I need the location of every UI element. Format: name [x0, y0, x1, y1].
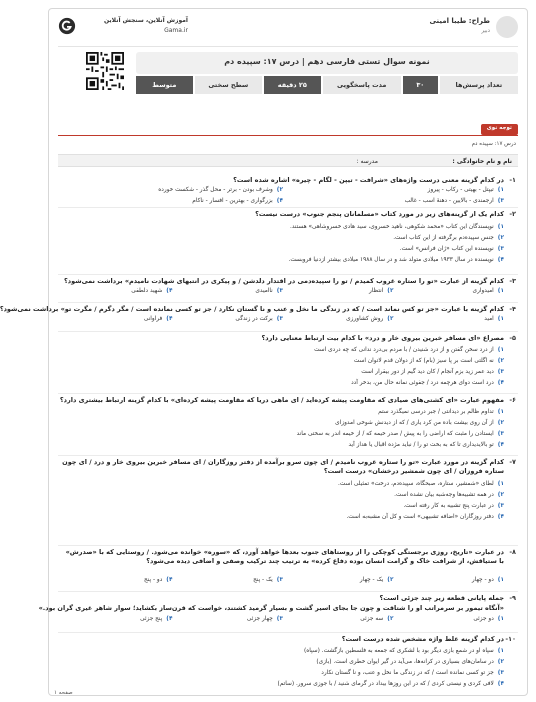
- question-subtext: «آنگاه تیمور بر سرمراتب او را شتاقت و چون جا بجای اسیر گشت و بسیار گرمید کشتند، خواست که قرن‌ساز بکشاید؛ سوار شاهر غیری گران بود.»: [38, 604, 504, 612]
- options-row: [62, 288, 504, 294]
- option-4[interactable]: ۴) پنج جزئی: [140, 616, 173, 622]
- options-row: [62, 198, 504, 204]
- section-tag: توجه نوی: [481, 124, 518, 135]
- question-divider: [58, 302, 518, 303]
- option-3[interactable]: ۳) نویسنده این کتاب «ژان فرانس» است.: [399, 245, 504, 252]
- option-2[interactable]: ۲) انتظار: [369, 288, 394, 294]
- question-divider: [58, 591, 518, 592]
- option-3[interactable]: ۳) ناامیدی: [255, 288, 283, 294]
- qr-code-icon: [86, 52, 124, 90]
- question-number: ۲-: [509, 210, 516, 218]
- option-1[interactable]: ۱) دو - چهار: [471, 577, 504, 583]
- question-divider: [58, 632, 518, 633]
- question-3: [62, 277, 516, 301]
- option-3[interactable]: ۳) ارجمندی - بالایین - دهنهٔ اسب - غالب: [404, 198, 504, 204]
- question-text: در عبارت «تاریخ، روزی برجستگی کوچکی را از روستاهای جنوب بعدها خواهد آورد، که «سوره» خوانده می‌شود. / روستایی که با «صدرش» با ستیاقش، از شرافت خاک و گرامت انسان بوده دفاع کرده» به ترتیب چند ترکیب وصفی و اضافی دیده می‌شود؟: [65, 548, 504, 565]
- option-3[interactable]: ۳) جز تو کسی نمانده است / که در زندگی ما نخل و عنب، و نا گستان نکارد: [321, 669, 504, 676]
- designer-block: [398, 14, 518, 44]
- option-4[interactable]: ۴) شهید دلطفی: [131, 288, 173, 294]
- question-5: [62, 334, 516, 390]
- option-4[interactable]: ۴) فراوانی: [143, 316, 173, 322]
- option-1[interactable]: ۱) لطای «شمشیر، ستاره، صبحگاه، سپیده‌دم، درخت» تمثیلی است.: [338, 480, 504, 487]
- question-number: ۱۰-: [505, 635, 516, 643]
- question-divider: [58, 331, 518, 332]
- question-2: [62, 210, 516, 270]
- question-number: ۵-: [509, 334, 516, 342]
- question-text: در کدام گزینه معنی درست واژه‌های «شرافت - تیپن - لگام - چیره» اشاره شده است؟: [233, 176, 504, 184]
- option-2[interactable]: ۲) یک - چهار: [359, 577, 394, 583]
- option-4[interactable]: ۴) بزرگواری - بهترین - افسار - ناکام: [192, 198, 283, 204]
- option-2[interactable]: ۲) روش کشاورزی: [346, 316, 394, 322]
- question-8: [62, 548, 516, 588]
- options-row: [62, 187, 504, 193]
- school-label: مدرسه :: [356, 158, 378, 165]
- question-divider: [58, 545, 518, 546]
- question-divider: [58, 393, 518, 394]
- options-column: [62, 344, 504, 388]
- question-number: ۶-: [509, 396, 516, 404]
- options-column: [62, 221, 504, 265]
- option-3[interactable]: ۳) در عبارت پنج تشبیه به کار رفته است.: [403, 502, 504, 509]
- option-1[interactable]: ۱) از درد سخن گفتن و از درد شنیدن / با مردم بی‌درد ندانی که چه دردی است: [314, 346, 504, 353]
- option-2[interactable]: ۲) از آن روی بیشت باده من کرد یاری / که از دیدنش شوخی امدوزای: [335, 419, 504, 426]
- brand-url: Gama.ir: [164, 27, 188, 34]
- gama-logo-icon: [58, 17, 76, 35]
- option-4[interactable]: ۴) دو - پنج: [144, 577, 173, 583]
- options-row: [62, 316, 504, 322]
- option-1[interactable]: ۱) تیپتل - بهیتی - رکاب - پیروز: [427, 187, 504, 193]
- exam-title: نمونه سوال تستی فارسی دهم | درس ۱۷: سپیده دم: [224, 57, 430, 66]
- question-text: کدام گزینه در مورد عبارت «تو را ستاره غروب نامیدم / ای چون سرو برآمده از دفتر روزگاران / ای مسافر خبرین بیروی خار و درد / ای چون ستاره فروزان / ای چون شمشیر درخشان» درست است؟: [62, 458, 504, 475]
- options-row: [62, 577, 504, 583]
- option-1[interactable]: ۱) دو جزئی: [473, 616, 504, 622]
- question-7: [62, 458, 516, 524]
- option-1[interactable]: ۱) امیدواری: [472, 288, 504, 294]
- option-2[interactable]: ۲) در همه تشبیه‌ها وجه‌شبه بیان نشده است.: [394, 491, 504, 498]
- question-6: [59, 396, 516, 452]
- question-4: [0, 305, 516, 329]
- question-text: کدام گزینه از عبارت «تو را ستاره غروب کمیدم / تو را سپیده‌دمی در اقتدار دلدشن / و پیکری در انتبهای شهادت نامیدم» برداشت نمی‌شود؟: [64, 277, 504, 285]
- avatar: [496, 16, 518, 38]
- option-1[interactable]: ۱) امید: [484, 316, 504, 322]
- question-number: ۷-: [509, 458, 516, 466]
- option-2[interactable]: ۲) سه جزئی: [360, 616, 394, 622]
- question-10: [62, 635, 516, 687]
- option-3[interactable]: ۳) دید عمر زید بزم آنجام / کان دید گیم از دور بیقرار است: [361, 368, 504, 375]
- question-text: در کدام گزینه غلط واژه مشخص شده درست است؟: [341, 635, 504, 643]
- options-column: [62, 406, 504, 450]
- option-2[interactable]: ۲) وشرف بودن - برتر - محل گذر - شکست خورده: [158, 187, 283, 193]
- question-text: کدام یک از گزینه‌های زیر در مورد کتاب «مسلمانان پنجم جنوب» درست نیست؟: [255, 210, 504, 218]
- exam-info-row: [136, 76, 518, 94]
- question-9: [38, 594, 516, 630]
- info-label-difficulty: سطح سختی: [195, 76, 262, 94]
- question-divider: [58, 274, 518, 275]
- designer-name: طراح: طیبا امینی: [429, 17, 490, 25]
- question-number: ۳-: [509, 277, 516, 285]
- option-3[interactable]: ۳) یک - پنج: [253, 577, 283, 583]
- question-divider: [58, 455, 518, 456]
- page-number: صفحه ۱: [54, 690, 73, 696]
- brand-title: آموزش آنلاین، سنجش آنلاین: [103, 17, 188, 24]
- brand-block: [58, 14, 188, 44]
- header-divider: [58, 46, 518, 47]
- option-4[interactable]: ۴) نویسنده در سال ۱۹۳۳ میلادی متولد شد و در سال ۱۹۸۸ میلادی بیشتر ازدنیا فروبست.: [288, 256, 504, 263]
- question-text: جمله پایانی قطعه زیر چند جزئی است؟: [379, 594, 504, 602]
- exam-title-bar: [136, 52, 518, 74]
- question-number: ۱-: [509, 176, 516, 184]
- option-4[interactable]: ۴) تو بالایدیداری تا که به بخت تو را / نباید مژده اقبال یا هداز آید: [348, 441, 504, 448]
- option-1[interactable]: ۱) تداوم ظالم بر دیدانتی / جبر د‌رسی نمیگذرد ستم: [378, 408, 504, 415]
- option-4[interactable]: ۴) دفتر روزگاران «اضافه تشبیهی» است و کل آن مشبه‌به است.: [346, 513, 504, 520]
- question-number: ۸-: [509, 548, 516, 556]
- option-2[interactable]: ۲) نه اگلتی است بر پا سیز (بام) که از دولان قدم لاتوان است: [353, 357, 504, 364]
- info-value-difficulty: متوسط: [136, 76, 193, 94]
- option-1[interactable]: ۱) نویسندگان این کتاب «محمد شکوهی، ناهید خسروی، سید هادی خسروشاهی» هستند.: [290, 223, 504, 230]
- options-row: [62, 616, 504, 622]
- option-4[interactable]: ۴) درد است دوای هرچمه درد / جفوئی نمانه حال من، بدخر آدد: [351, 379, 504, 386]
- question-text: مصراع «ای مسافر خبرین بیروی خار و درد» با کدام بیت ارتباط معنایی دارد؟: [261, 334, 504, 342]
- info-value-duration: ۲۵ دقیقه: [264, 76, 321, 94]
- options-column: [62, 478, 504, 522]
- question-number: ۹-: [509, 594, 516, 602]
- student-info-bar: [58, 154, 518, 167]
- question-text: مفهوم عبارت «ای کشتی‌های صیادی که مقاومت پیشه کرده‌اید / ای ماهی دریا که مقاومت پیشه کرده‌ای» با کدام گزینه ارتباط بیشتری دارد؟: [59, 396, 504, 404]
- option-2[interactable]: ۲) جنس سپیده‌دم برگرفته از این کتاب است.: [393, 234, 504, 241]
- options-column: [62, 645, 504, 689]
- option-3[interactable]: ۳) ایستادن را مثبت که اراضی را به پیش / صدر خیمه که / از خیمه اندر به سختی ماند: [296, 430, 504, 437]
- section-line: [58, 135, 518, 136]
- option-3[interactable]: ۳) چهار جزئی: [246, 616, 283, 622]
- section-subtitle: درس ۱۷: سپیده دم: [471, 141, 516, 147]
- option-1[interactable]: ۱) سپاه او در شمع بازی دیگر بود با لشکری که جمعه به فلسطین بازگشت. (سپاه): [303, 647, 504, 654]
- question-divider: [58, 207, 518, 208]
- question-1: [62, 176, 516, 202]
- question-text: کدام گزینه با عبارت «جز تو کس نماند است / که در زندگی ما نخل و عنب و نا گستان نکارد / جز تو کسی نمانده است / مگر دگرم / مگرت تو» برداشت نمی‌شود؟: [0, 305, 504, 313]
- question-number: ۴-: [509, 305, 516, 313]
- option-2[interactable]: ۲) در سامان‌های بسیاری در کرانه‌ها، می‌آید در گیر ایوان خطری است. (بازی): [316, 658, 504, 665]
- option-4[interactable]: ۴) لافی کردی و نیستی کردی / که در این روزها بیداد در گرمای شنید / با جوزی سرور. (ساتم): [277, 680, 504, 687]
- option-3[interactable]: ۳) برکت در زندگی: [235, 316, 283, 322]
- designer-role: دبیر: [481, 28, 490, 34]
- student-name-label: نام و نام خانوادگی :: [452, 158, 512, 165]
- info-value-count: ۳۰: [403, 76, 438, 94]
- info-label-count: تعداد پرسش‌ها: [440, 76, 518, 94]
- info-label-duration: مدت پاسخگویی: [323, 76, 401, 94]
